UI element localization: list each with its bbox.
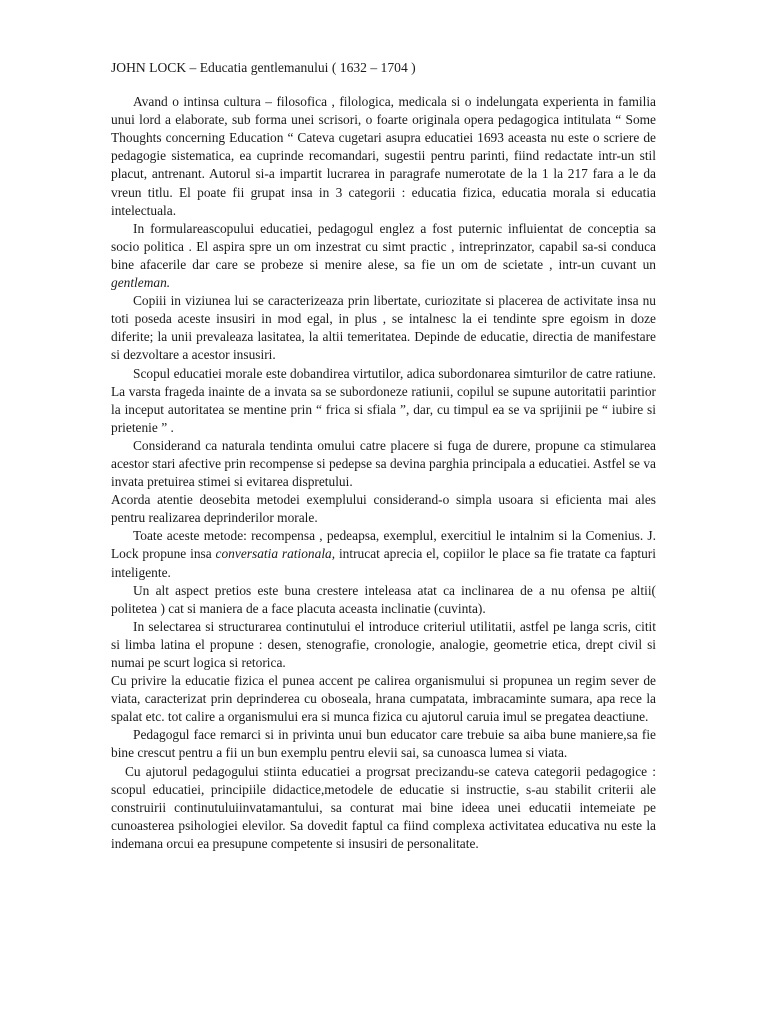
document-page bbox=[111, 59, 656, 853]
paragraph-rewards bbox=[111, 437, 656, 491]
paragraph-moral-education bbox=[111, 365, 656, 437]
paragraph-text: Toate aceste metode: recompensa , pedeapsa, exemplul, exercitiul le intalnim si la Comenius. J. Lock propune insa bbox=[111, 528, 656, 562]
paragraph-text: Pedagogul face remarci si in privinta unui bun educator care trebuie sa aiba bune maniere,sa fie bine crescut pentru a fii un bun exemplu pentru elevii sai, sa cunoasca lumea si viata. bbox=[111, 727, 656, 761]
paragraph-content-selection bbox=[111, 618, 656, 672]
paragraph-educator bbox=[111, 726, 656, 762]
paragraph-text: Cu privire la educatie fizica el punea accent pe calirea organismului si propunea un regim sever de viata, caracterizat prin deprinderea cu oboseala, hrana cumpatata, imbracaminte sumara, apa rece la spalat etc. tot calire a organismului era si munca fizica cu ajutorul caruia imul se pregatea deactiune. bbox=[111, 673, 656, 725]
paragraph-methods bbox=[111, 527, 656, 581]
paragraph-scope bbox=[111, 220, 656, 292]
paragraph-intro bbox=[111, 93, 656, 220]
paragraph-text: Cu ajutorul pedagogului stiinta educatiei a progrsat precizandu-se cateva categorii pedagogice : scopul educatiei, principiile didactice,metodele de educatie si instructie, s-au stabilit criterii ale construirii continutuluiinvatamantului, sa conturat mai bine ideea unei educatii intemeiate pe cunoasterea psihologiei elevilor. Sa dovedit faptul ca fiind complexa activitatea educativa nu este la indemana orcui ea presupune competente si insusiri de personalitate. bbox=[111, 763, 656, 851]
paragraph-text: intrucat aprecia el, copiilor le place sa fie tratate ca fapturi inteligente. bbox=[111, 546, 656, 580]
paragraph-text: Acorda atentie deosebita metodei exemplului considerand-o simpla usoara si eficienta mai ales pentru realizarea deprinderilor morale. bbox=[111, 492, 656, 526]
paragraph-example-method bbox=[111, 491, 656, 527]
paragraph-emphasis: conversatia rationala, bbox=[215, 546, 336, 562]
paragraph-text: Copiii in viziunea lui se caracterizeaza prin libertate, curiozitate si placerea de activitate insa nu toti poseda aceste insusiri in mod egal, in plus , se intalnesc la ei tendinte spre egoism in doze diferite; la unii prevaleaza lasitatea, la altii temeritatea. Depinde de educatie, directia de manifestare si dezvoltare a acestor insusiri. bbox=[111, 293, 656, 363]
paragraph-text: Considerand ca naturala tendinta omului catre placere si fuga de durere, propune ca stimularea acestor stari afective prin recompense si pedepse sa devina parghia principala a educatiei. Astfel se va invata pretuirea stimei si evitarea dispretului. bbox=[111, 437, 656, 490]
paragraph-text: Un alt aspect pretios este buna crestere inteleasa atat ca inclinarea de a nu ofensa pe altii( politetea ) cat si maniera de a face placuta aceasta inclinatie (cuvinta). bbox=[111, 582, 656, 616]
paragraph-text: In formulareascopului educatiei, pedagogul englez a fost puternic influientat de conceptia sa socio politica . El aspira spre un om inzestrat cu simt practic , intreprinzator, capabil sa-si conduca bine afacerile dar care se probeze si menire alese, sa fie un om de scietate , intr-un cuvant un bbox=[111, 220, 656, 272]
paragraph-physical-education bbox=[111, 672, 656, 726]
paragraph-emphasis: gentleman. bbox=[111, 275, 171, 291]
paragraph-text: Avand o intinsa cultura – filosofica , filologica, medicala si o indelungata experienta in familia unui lord a elaborate, sub forma unei scrisori, o foarte originala opera pedagogica intitulata “ Some Thoughts concerning Education “ Cateva cugetari asupra educatiei 1693 aceasta nu este o scriere de pedagogie sistematica, ea cuprinde recomandari, sugestii pentru parinti, fiind redactate intr-un stil placut, antrenant. Autorul si-a impartit lucrarea in paragrafe numerotate de la 1 la 217 fara a le da vreun titlu. El poate fii grupat insa in 3 categorii : educatia fizica, educatia morala si educatia intelectuala. bbox=[111, 94, 656, 218]
document-title: JOHN LOCK – Educatia gentlemanului ( 1632 – 1704 ) bbox=[111, 60, 416, 75]
paragraph-text: Scopul educatiei morale este dobandirea virtutilor, adica subordonarea simturilor de catre ratiune. La varsta frageda inainte de a invata sa se subordoneze ratiunii, copilul se supune autoritatii parintior la inceput autoritatea se mentine prin “ frica si sfiala ”, dar, cu timpul ea se va sprijinii pe “ iubire si prietenie ” . bbox=[111, 365, 656, 435]
paragraph-politeness bbox=[111, 582, 656, 618]
paragraph-conclusion bbox=[111, 763, 656, 853]
paragraph-children bbox=[111, 292, 656, 364]
paragraph-text: In selectarea si structurarea continutului el introduce criteriul utilitatii, astfel pe langa scris, citit si limba latina el propune : desen, stenografie, cronologie, analogie, geometrie etica, drept civil si numai pe scurt logica si retorica. bbox=[111, 618, 656, 670]
